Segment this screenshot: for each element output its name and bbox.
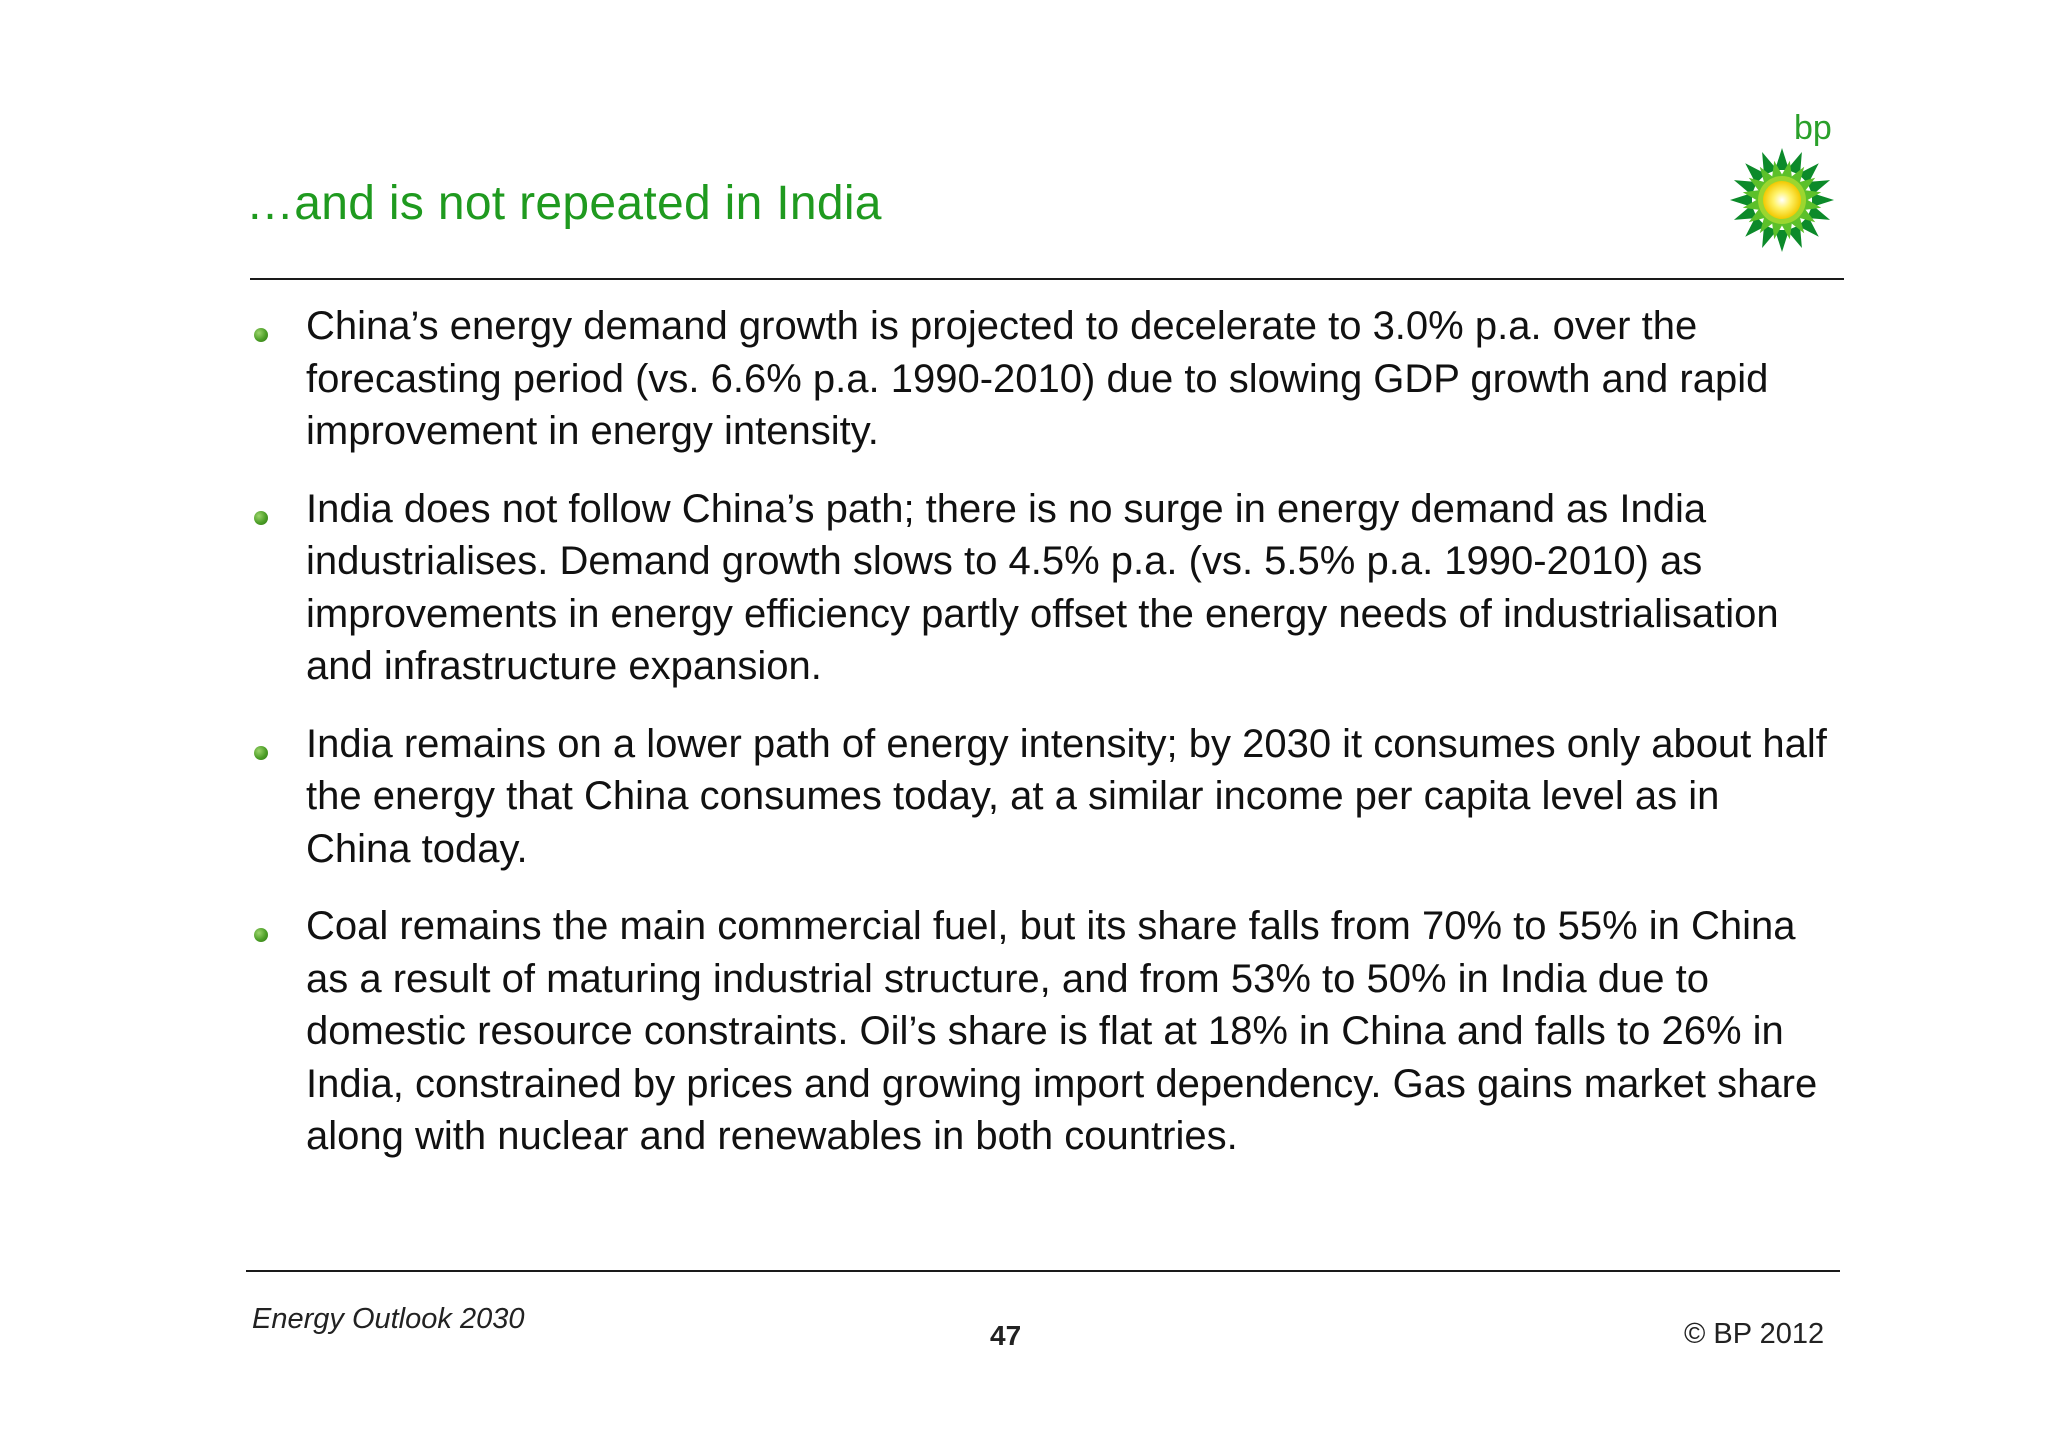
bullet-item <box>250 900 1830 1163</box>
bp-logo <box>1728 108 1848 258</box>
page-number: 47 <box>990 1320 1022 1351</box>
bullet-dot-icon <box>254 928 268 942</box>
bottom-divider <box>246 1270 1840 1272</box>
bullet-item <box>250 718 1830 876</box>
bullet-dot-icon <box>254 511 268 525</box>
slide-title: …and is not repeated in India <box>246 177 882 230</box>
bullet-item <box>250 300 1830 458</box>
bullet-dot-icon <box>254 328 268 342</box>
bp-helios-icon <box>1728 146 1836 254</box>
top-divider <box>250 278 1844 280</box>
bullet-text: China’s energy demand growth is projected to decelerate to 3.0% p.a. over the forecasting period (vs. 6.6% p.a. 1990-2010) due to slowing GDP growth and rapid improvement in energy intensity. <box>306 304 1769 453</box>
footer-publication: Energy Outlook 2030 <box>252 1303 525 1335</box>
bullet-dot-icon <box>254 746 268 760</box>
bullet-text: India remains on a lower path of energy intensity; by 2030 it consumes only about half the energy that China consumes today, at a similar income per capita level as in China today. <box>306 721 1827 871</box>
bp-logo-text: bp <box>1794 109 1832 147</box>
bullet-text: Coal remains the main commercial fuel, but its share falls from 70% to 55% in China as a result of maturing industrial structure, and from 53% to 50% in India due to domestic resource constraints. Oil’s share is flat at 18% in China and falls to 26% in India, constrained by prices and growing import dependency. Gas gains market share along with nuclear and renewables in both countries. <box>306 904 1818 1158</box>
footer-copyright: © BP 2012 <box>1684 1318 1825 1350</box>
bullet-list <box>250 300 1830 1188</box>
bullet-text: India does not follow China’s path; there is no surge in energy demand as India industrialises. Demand growth slows to 4.5% p.a. (vs. 5.5% p.a. 1990-2010) as improvements in energy efficiency partly offset the energy needs of industrialisation and infrastructure expansion. <box>306 486 1779 688</box>
bullet-item <box>250 483 1830 693</box>
